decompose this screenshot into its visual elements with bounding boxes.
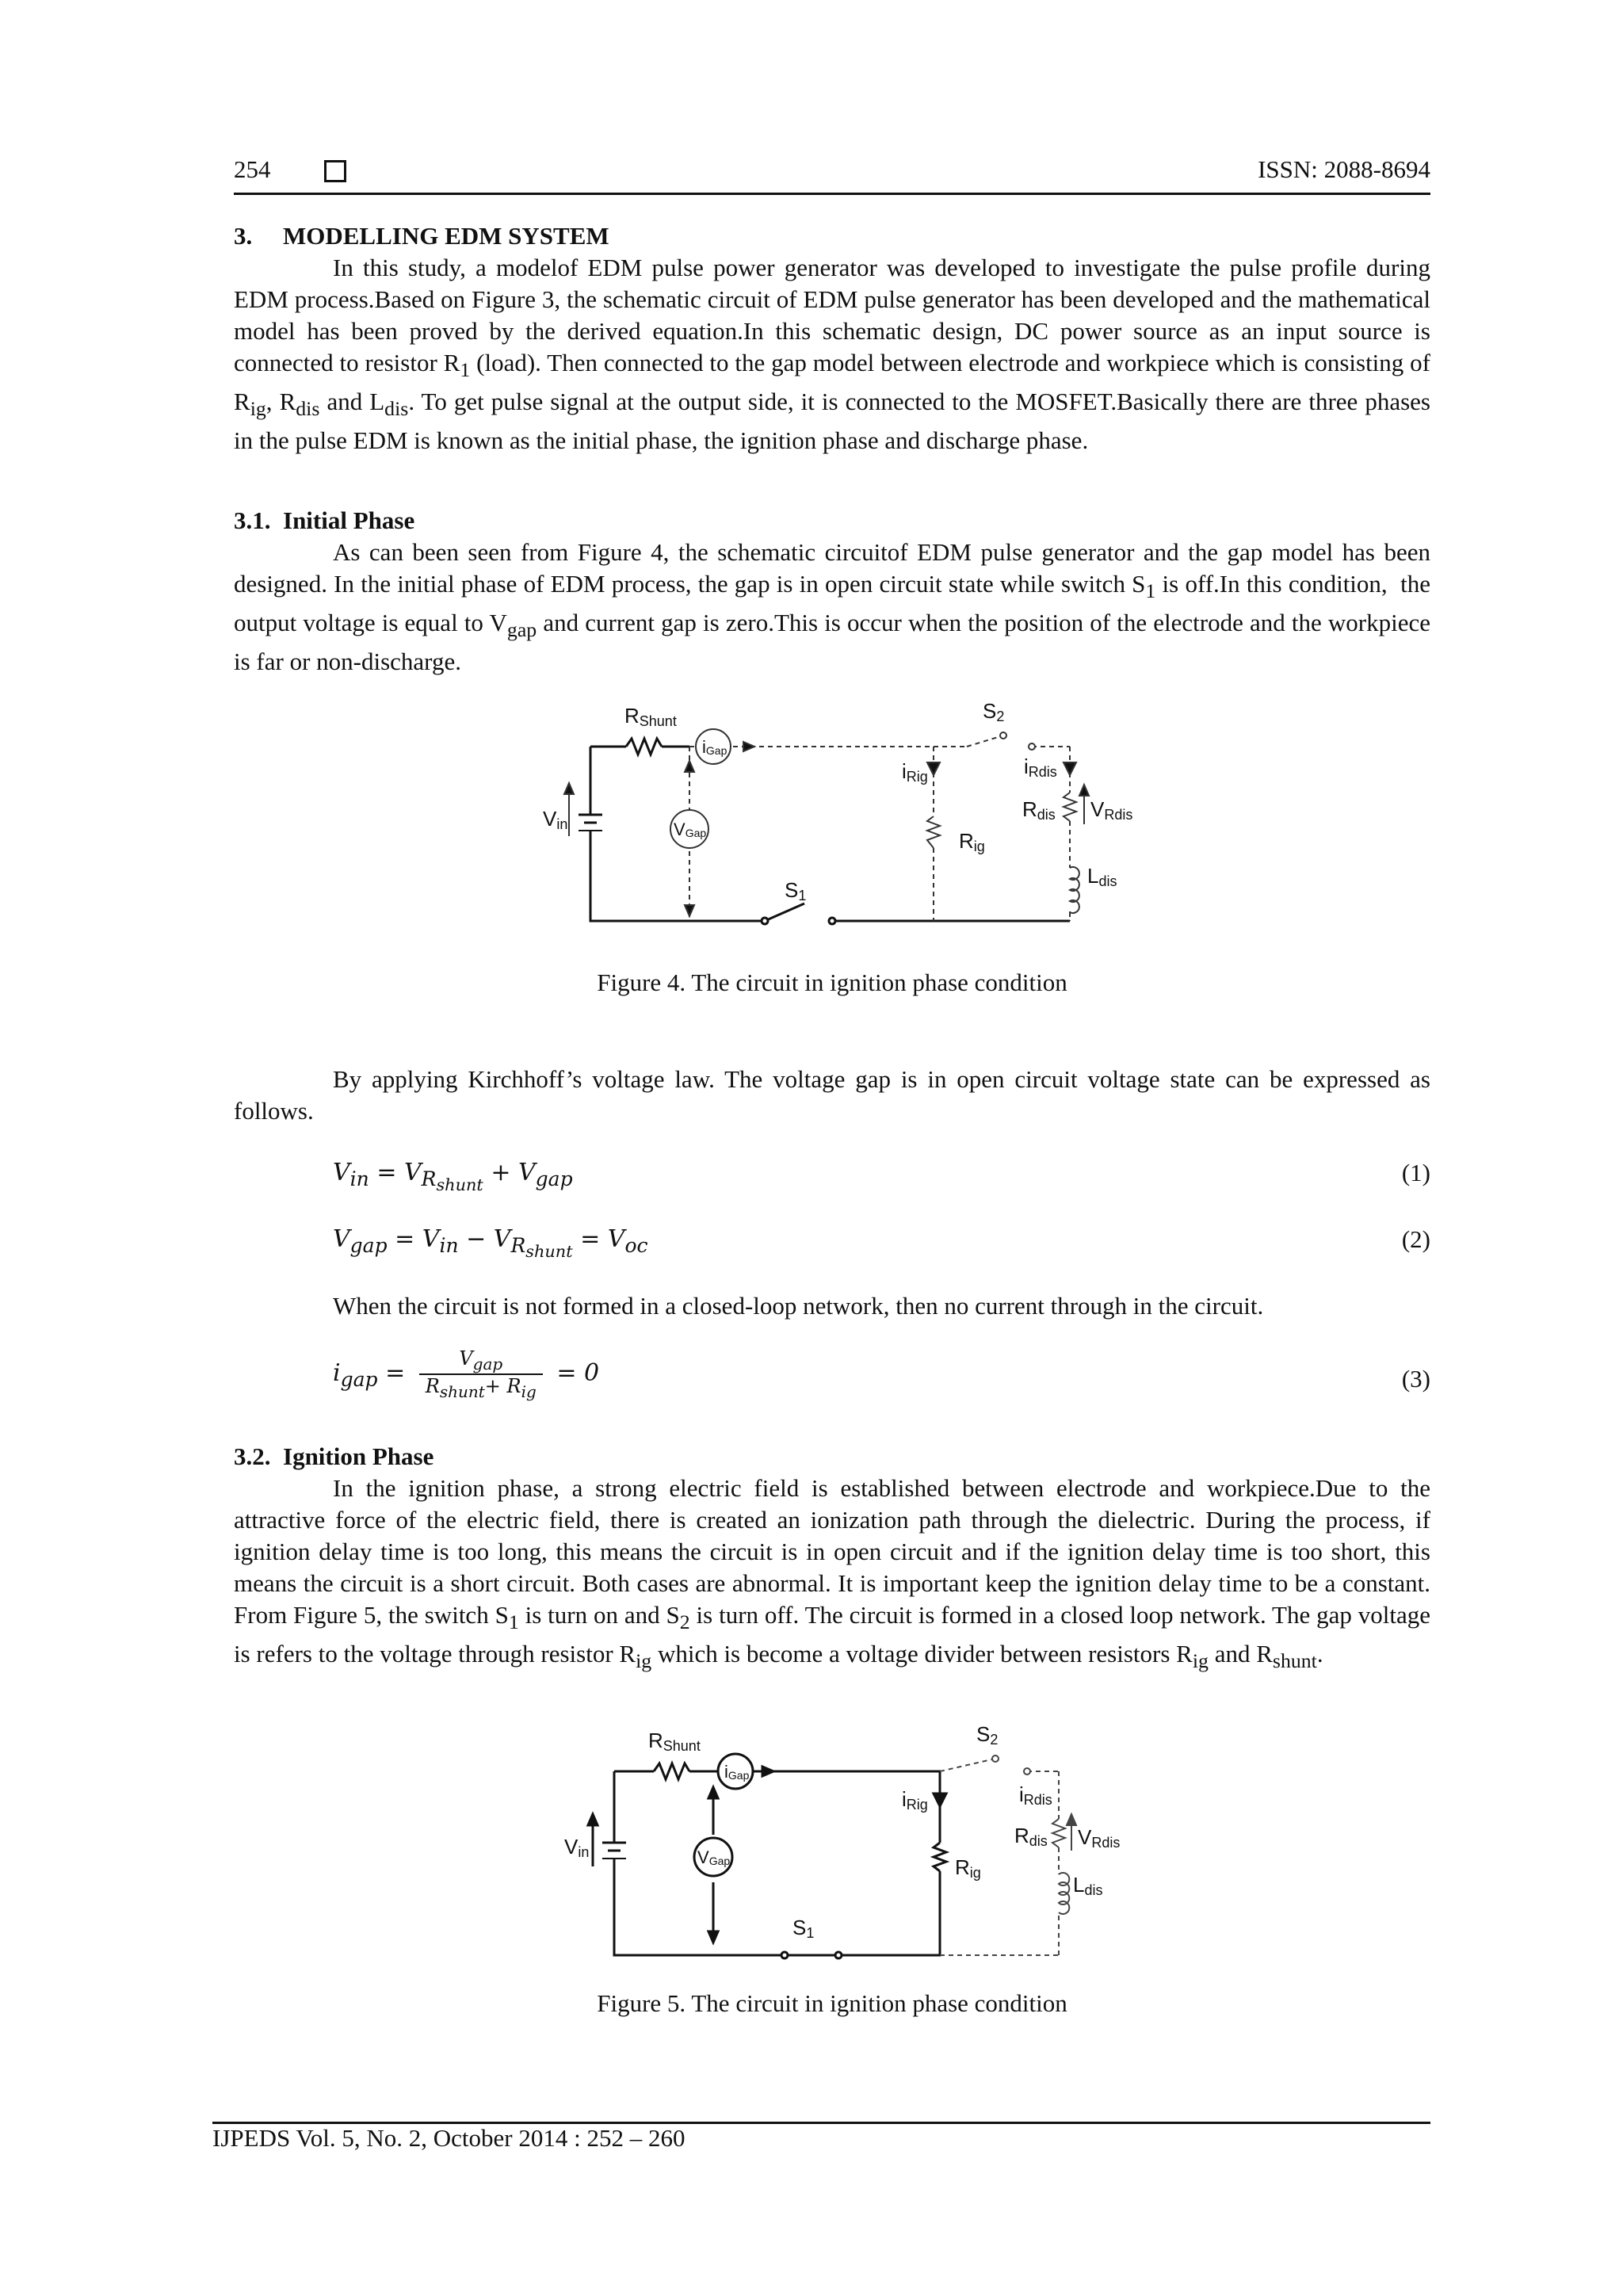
figure-5-circuit: [555, 1724, 1125, 1969]
fig4-rshunt-label: RShunt: [624, 704, 677, 729]
svg-text:Rdis: Rdis: [1022, 797, 1056, 823]
svg-text:VGap: VGap: [674, 819, 707, 839]
figure-4-circuit: [523, 690, 1141, 943]
svg-text:Vin: Vin: [543, 807, 568, 832]
svg-text:S2: S2: [976, 1724, 999, 1748]
section-3-paragraph: In this study, a modelof EDM pulse power generator was developed to investigate the pulse profile during EDM process.Based on Figure 3, the schematic circuit of EDM pulse generator has been developed and the mathematical model has been proved by the derived equation.In this schematic design, DC power source as an input source is connected to resistor $R_1$ (load). Then connected to the gap model between electrode and workpiece which is consisting of $R_{ig}$, $R_{dis}$ and $L_{dis}$. To get pulse signal at the output side, it is connected to the MOSFET.Basically there are three phases in the pulse EDM is known as the initial phase, the ignition phase and discharge phase.: [234, 254, 1431, 455]
svg-text:VGap: VGap: [697, 1847, 731, 1867]
svg-text:iGap: iGap: [702, 737, 727, 757]
section-3-1-paragraph: As can been seen from Figure 4, the schematic circuitof EDM pulse generator and the gap model has been designed. In the initial phase of EDM process, the gap is in open circuit state while switch $S_1$ is off.In this condition, the output voltage is equal to $V_{gap}$ and current gap is zero.This is occur when the position of the electrode and the workpiece is far or non-discharge.: [234, 538, 1431, 676]
svg-text:Ldis: Ldis: [1087, 864, 1117, 889]
issn: ISSN: 2088-8694: [1258, 155, 1430, 183]
svg-text:iRdis: iRdis: [1019, 1782, 1052, 1808]
header-rule: [234, 193, 1430, 195]
svg-text:S2: S2: [983, 699, 1005, 724]
svg-text:iRig: iRig: [902, 759, 928, 785]
page-header: [234, 155, 1430, 197]
svg-text:S1: S1: [792, 1916, 815, 1941]
section-3-2-title: 3.2. Ignition Phase: [234, 1442, 434, 1470]
figure-4-caption: Figure 4. The circuit in ignition phase condition: [597, 968, 1067, 996]
equation-2: $V_{gap} = V_{in} - V_{R_{shunt}} = V_{oc}$: [333, 1225, 648, 1261]
svg-text:iRig: iRig: [902, 1787, 928, 1813]
page-number: 254: [234, 155, 271, 183]
section-3-1-title: 3.1. Initial Phase: [234, 506, 415, 534]
equation-2-number: (2): [1401, 1225, 1430, 1253]
svg-text:iRdis: iRdis: [1024, 755, 1057, 780]
svg-text:Rig: Rig: [959, 829, 985, 854]
equation-3-number: (3): [1401, 1365, 1430, 1392]
equation-3: $i_{gap}$ = $\frac{V_{gap}}{R_{shunt}+ R_{ig}}$ = 0: [333, 1347, 600, 1401]
svg-text:Ldis: Ldis: [1073, 1873, 1103, 1898]
svg-text:iGap: iGap: [724, 1762, 750, 1782]
svg-text:S1: S1: [785, 878, 807, 904]
svg-text:Rdis: Rdis: [1014, 1824, 1048, 1849]
section-3-title: 3. MODELLING EDM SYSTEM: [234, 222, 609, 250]
journal-footer: IJPEDS Vol. 5, No. 2, October 2014 : 252 – 260: [212, 2124, 685, 2152]
svg-text:RShunt: RShunt: [648, 1729, 701, 1754]
svg-text:Rig: Rig: [955, 1855, 981, 1881]
svg-text:VRdis: VRdis: [1078, 1825, 1121, 1851]
section-3-2-paragraph: In the ignition phase, a strong electric field is established between electrode and workpiece.Due to the attractive force of the electric field, there is created an ionization path through the dielectric. During the process, if ignition delay time is too long, this means the circuit is in open circuit and if the ignition delay time is too short, this means the circuit is a short circuit. Both cases are abnormal. It is important keep the ignition delay time to be a constant. From Figure 5, the switch $S_1$ is turn on and $S_2$ is turn off. The circuit is formed in a closed loop network. The gap voltage is refers to the voltage through resistor $R_{ig}$ which is become a voltage divider between resistors $R_{ig}$ and $R_{shunt}$.: [234, 1474, 1430, 1673]
kvl-paragraph: By applying Kirchhoff’s voltage law. The voltage gap is in open circuit voltage state can be expressed as follows.: [234, 1065, 1430, 1125]
equation-1-number: (1): [1401, 1159, 1430, 1186]
closed-loop-sentence: When the circuit is not formed in a closed-loop network, then no current through in the circuit.: [333, 1292, 1264, 1320]
square-bullet-icon: [324, 160, 346, 182]
svg-text:VRdis: VRdis: [1090, 797, 1133, 823]
equation-1: $V_{in} = V_{R_{shunt}} + V_{gap}$: [333, 1159, 573, 1194]
figure-5-caption: Figure 5. The circuit in ignition phase condition: [597, 1989, 1067, 2017]
svg-text:Vin: Vin: [564, 1835, 590, 1860]
